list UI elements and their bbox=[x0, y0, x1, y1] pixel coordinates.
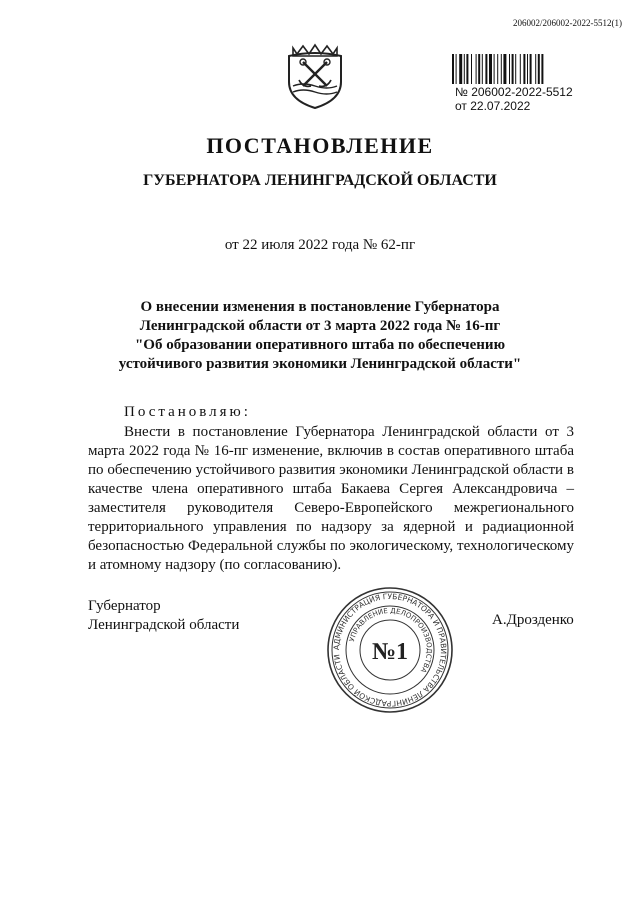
position-line: Губернатор bbox=[88, 598, 161, 614]
coat-of-arms-icon bbox=[283, 42, 347, 110]
barcode-icon bbox=[452, 54, 602, 84]
heading-line: О внесении изменения в постановление Губернатора bbox=[140, 299, 500, 315]
position-line: Ленинградской области bbox=[88, 617, 240, 633]
registration-number: № 206002-2022-5512 bbox=[455, 85, 573, 99]
seal-ring-text: АДМИНИСТРАЦИЯ ГУБЕРНАТОРА И ПРАВИТЕЛЬСТВА ЛЕНИНГРАДСКОЙ ОБЛАСТИ bbox=[331, 591, 449, 709]
document-date-number: от 22 июля 2022 года № 62-пг bbox=[224, 237, 416, 253]
resolves-label: Постановляю: bbox=[124, 404, 251, 420]
signatory-position bbox=[88, 597, 239, 635]
official-seal-icon bbox=[325, 585, 455, 715]
body-paragraph: Внести в постановление Губернатора Ленинградской области от 3 марта 2022 года № 16-пг изменение, включив в состав оперативного штаба по обеспечению устойчивого развития экономики Ленинградской области в качестве члена оперативного штаба Бакаева Сергея Александровича – заместителя руководителя Северо-Европейского межрегионального территориального управления по надзору за ядерной и радиационной безопасностью Федеральной службы по экологическому, технологическому и атомному надзору (по согласованию). bbox=[88, 424, 574, 573]
heading-line: устойчивого развития экономики Ленинградской области" bbox=[118, 356, 522, 372]
document-reference: 206002/206002-2022-5512(1) bbox=[513, 18, 622, 28]
document-heading bbox=[0, 298, 640, 374]
seal-inner-text: УПРАВЛЕНИЕ ДЕЛОПРОИЗВОДСТВА bbox=[348, 606, 434, 675]
heading-line: "Об образовании оперативного штаба по обеспечению bbox=[134, 337, 506, 353]
registration-block bbox=[455, 85, 573, 113]
document-subtitle: ГУБЕРНАТОРА ЛЕНИНГРАДСКОЙ ОБЛАСТИ bbox=[143, 172, 497, 189]
seal-number: №1 bbox=[371, 639, 409, 665]
heading-line: Ленинградской области от 3 марта 2022 года № 16-пг bbox=[139, 318, 501, 334]
signatory-name: А.Дрозденко bbox=[492, 612, 574, 628]
document-title: ПОСТАНОВЛЕНИЕ bbox=[206, 133, 434, 158]
registration-date: от 22.07.2022 bbox=[455, 99, 531, 113]
